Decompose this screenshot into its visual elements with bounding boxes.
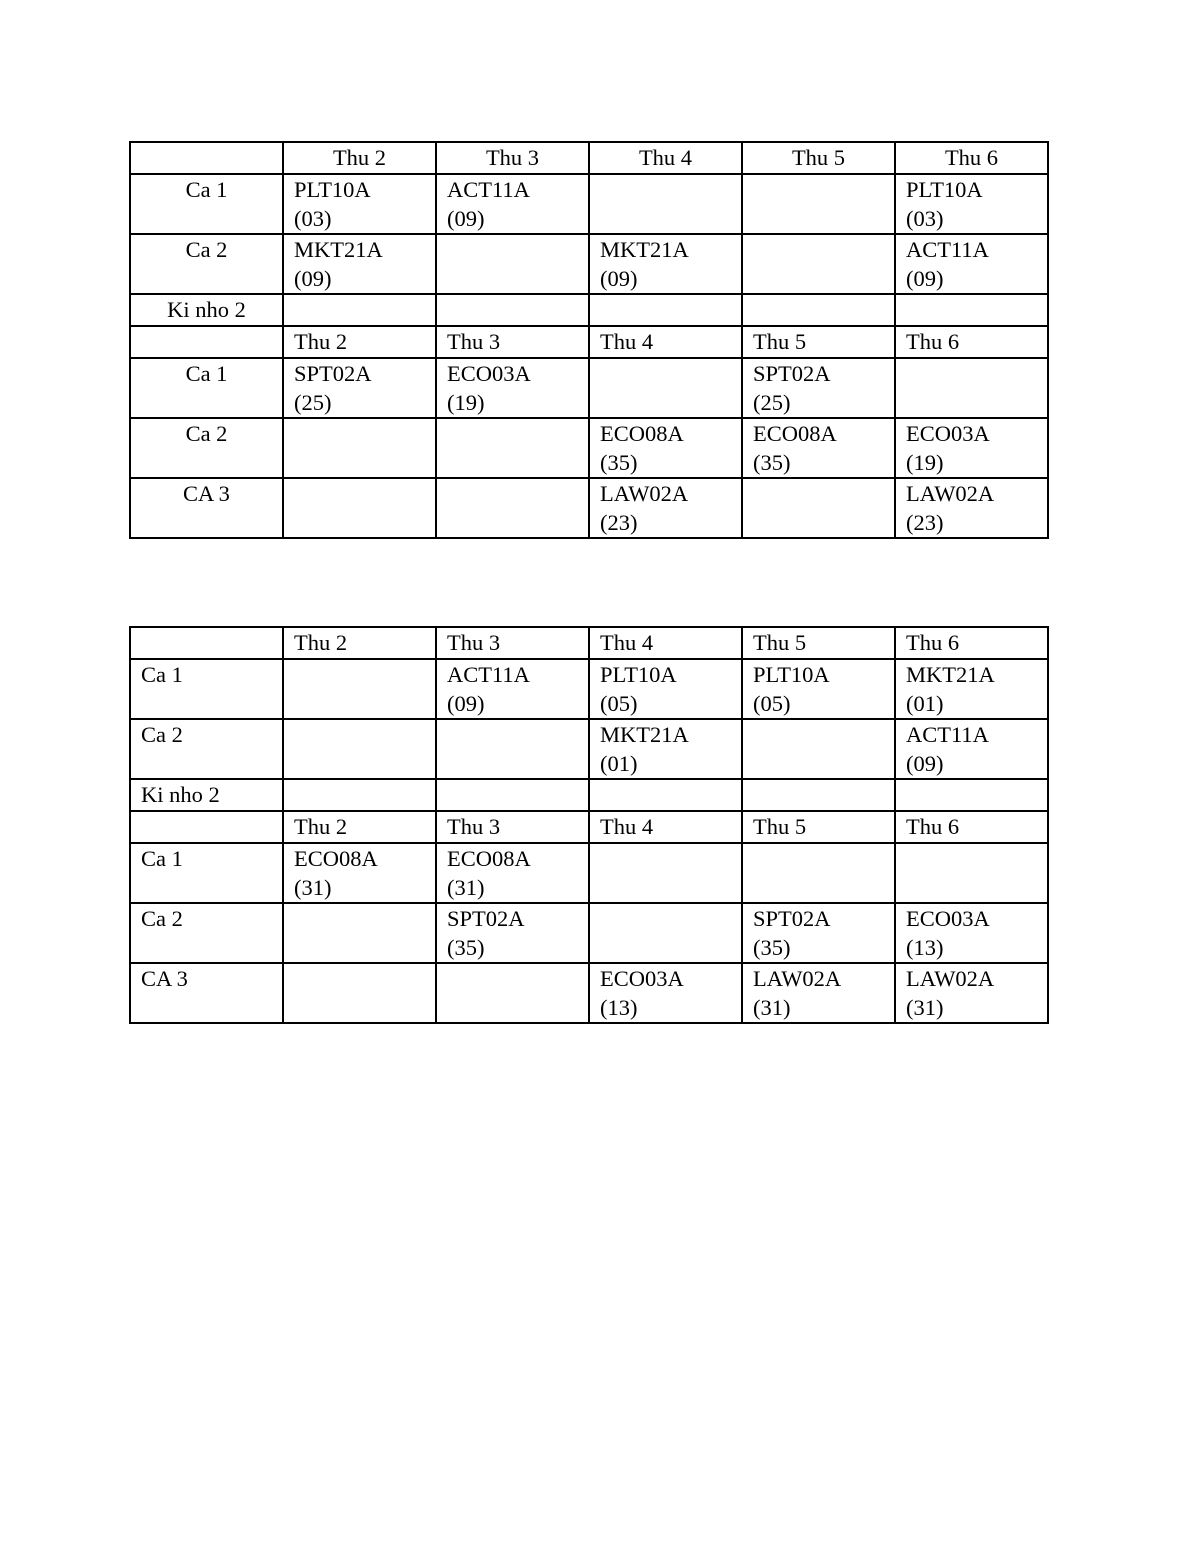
slot-label-cell: CA 3 [130, 963, 283, 1023]
header-day-cell: Thu 3 [436, 326, 589, 358]
table-cell [589, 659, 742, 719]
table-cell [742, 174, 895, 234]
slot-label-cell: Ca 2 [130, 719, 283, 779]
table-row [130, 963, 1048, 1023]
table-cell [436, 234, 589, 294]
table-cell [742, 719, 895, 779]
header-day-cell: Thu 2 [283, 142, 436, 174]
header-day-cell: Thu 4 [589, 142, 742, 174]
room-number: (31) [906, 995, 944, 1020]
schedule-table-2 [129, 626, 1049, 1024]
table-cell [436, 719, 589, 779]
table-cell [742, 779, 895, 811]
header-corner-cell [130, 627, 283, 659]
table-cell [895, 659, 1048, 719]
header-day-cell: Thu 2 [283, 627, 436, 659]
course-code: MKT21A [906, 662, 995, 687]
table-cell [283, 234, 436, 294]
course-code: ECO08A [753, 421, 837, 446]
room-number: (09) [447, 691, 485, 716]
table-cell [283, 174, 436, 234]
header-corner-cell [130, 811, 283, 843]
room-number: (23) [600, 510, 638, 535]
table-cell [895, 779, 1048, 811]
table-cell [895, 418, 1048, 478]
room-number: (13) [906, 935, 944, 960]
room-number: (19) [447, 390, 485, 415]
room-number: (01) [906, 691, 944, 716]
table-cell [436, 903, 589, 963]
table-cell [742, 358, 895, 418]
schedule-table-1 [129, 141, 1049, 539]
table-row [130, 478, 1048, 538]
table-cell [589, 963, 742, 1023]
course-code: ECO03A [447, 361, 531, 386]
header-day-cell: Thu 6 [895, 142, 1048, 174]
table-cell [895, 174, 1048, 234]
header-day-cell: Thu 3 [436, 627, 589, 659]
header-day-cell: Thu 6 [895, 326, 1048, 358]
course-code: LAW02A [753, 966, 842, 991]
header-day-cell: Thu 4 [589, 811, 742, 843]
table-row [130, 174, 1048, 234]
course-code: ECO03A [906, 421, 990, 446]
table-cell [589, 779, 742, 811]
course-code: PLT10A [753, 662, 830, 687]
table-cell [742, 963, 895, 1023]
slot-label-cell: CA 3 [130, 478, 283, 538]
table-cell [436, 358, 589, 418]
table-cell [742, 659, 895, 719]
section-label-cell: Ki nho 2 [130, 779, 283, 811]
room-number: (01) [600, 751, 638, 776]
table-cell [436, 418, 589, 478]
table-cell [742, 903, 895, 963]
room-number: (31) [753, 995, 791, 1020]
course-code: ACT11A [906, 722, 989, 747]
table-cell [436, 478, 589, 538]
table-cell [436, 659, 589, 719]
course-code: PLT10A [600, 662, 677, 687]
room-number: (35) [600, 450, 638, 475]
slot-label-cell: Ca 1 [130, 174, 283, 234]
table-cell [436, 843, 589, 903]
course-code: LAW02A [906, 966, 995, 991]
table-cell [895, 719, 1048, 779]
course-code: SPT02A [753, 906, 831, 931]
table-cell [283, 478, 436, 538]
table-cell [895, 358, 1048, 418]
table-cell [742, 234, 895, 294]
slot-label-cell: Ca 1 [130, 843, 283, 903]
table-cell [589, 418, 742, 478]
room-number: (25) [294, 390, 332, 415]
slot-label-cell: Ca 1 [130, 358, 283, 418]
table-row [130, 234, 1048, 294]
room-number: (03) [294, 206, 332, 231]
course-code: PLT10A [294, 177, 371, 202]
table-cell [589, 478, 742, 538]
table-cell [895, 234, 1048, 294]
table-cell [589, 174, 742, 234]
room-number: (35) [753, 935, 791, 960]
room-number: (09) [447, 206, 485, 231]
header-day-cell: Thu 3 [436, 142, 589, 174]
room-number: (05) [753, 691, 791, 716]
room-number: (31) [447, 875, 485, 900]
section-label-row [130, 779, 1048, 811]
header-day-cell: Thu 6 [895, 627, 1048, 659]
room-number: (09) [600, 266, 638, 291]
table-cell [589, 903, 742, 963]
table-cell [742, 843, 895, 903]
table-cell [283, 294, 436, 326]
table-cell [742, 418, 895, 478]
course-code: ECO08A [294, 846, 378, 871]
course-code: ACT11A [447, 177, 530, 202]
room-number: (35) [447, 935, 485, 960]
table-row [130, 719, 1048, 779]
room-number: (31) [294, 875, 332, 900]
table-cell [283, 358, 436, 418]
table-cell [283, 719, 436, 779]
table-cell [895, 843, 1048, 903]
table-cell [895, 478, 1048, 538]
header-day-cell: Thu 3 [436, 811, 589, 843]
header-day-cell: Thu 4 [589, 627, 742, 659]
slot-label-cell: Ca 2 [130, 234, 283, 294]
room-number: (25) [753, 390, 791, 415]
table-cell [436, 963, 589, 1023]
table-cell [589, 234, 742, 294]
header-day-cell: Thu 4 [589, 326, 742, 358]
table-header-row [130, 627, 1048, 659]
table-header-row [130, 142, 1048, 174]
course-code: PLT10A [906, 177, 983, 202]
header-day-cell: Thu 5 [742, 326, 895, 358]
header-day-cell: Thu 6 [895, 811, 1048, 843]
room-number: (05) [600, 691, 638, 716]
course-code: ACT11A [906, 237, 989, 262]
table-row [130, 358, 1048, 418]
header-day-cell: Thu 5 [742, 142, 895, 174]
table-cell [742, 478, 895, 538]
section-label-row [130, 294, 1048, 326]
header-day-cell: Thu 5 [742, 627, 895, 659]
header-day-cell: Thu 5 [742, 811, 895, 843]
table-cell [283, 843, 436, 903]
table-cell [283, 963, 436, 1023]
course-code: ECO03A [600, 966, 684, 991]
room-number: (03) [906, 206, 944, 231]
course-code: ECO03A [906, 906, 990, 931]
slot-label-cell: Ca 2 [130, 903, 283, 963]
course-code: LAW02A [600, 481, 689, 506]
course-code: LAW02A [906, 481, 995, 506]
section-label-cell: Ki nho 2 [130, 294, 283, 326]
table-cell [742, 294, 895, 326]
table-cell [436, 779, 589, 811]
slot-label-cell: Ca 2 [130, 418, 283, 478]
room-number: (09) [906, 751, 944, 776]
table-cell [589, 719, 742, 779]
header-corner-cell [130, 326, 283, 358]
table-cell [436, 174, 589, 234]
course-code: ECO08A [447, 846, 531, 871]
table-cell [283, 779, 436, 811]
course-code: ACT11A [447, 662, 530, 687]
table-cell [436, 294, 589, 326]
room-number: (23) [906, 510, 944, 535]
course-code: MKT21A [600, 237, 689, 262]
course-code: MKT21A [294, 237, 383, 262]
course-code: MKT21A [600, 722, 689, 747]
course-code: SPT02A [294, 361, 372, 386]
table-cell [895, 903, 1048, 963]
table-cell [283, 659, 436, 719]
table-header-row [130, 326, 1048, 358]
course-code: SPT02A [447, 906, 525, 931]
room-number: (09) [294, 266, 332, 291]
slot-label-cell: Ca 1 [130, 659, 283, 719]
course-code: ECO08A [600, 421, 684, 446]
table-cell [895, 963, 1048, 1023]
header-day-cell: Thu 2 [283, 326, 436, 358]
table-cell [283, 418, 436, 478]
header-corner-cell [130, 142, 283, 174]
table-header-row [130, 811, 1048, 843]
table-row [130, 418, 1048, 478]
table-row [130, 903, 1048, 963]
header-day-cell: Thu 2 [283, 811, 436, 843]
table-row [130, 659, 1048, 719]
table-cell [283, 903, 436, 963]
table-cell [589, 294, 742, 326]
table-row [130, 843, 1048, 903]
room-number: (13) [600, 995, 638, 1020]
room-number: (09) [906, 266, 944, 291]
table-cell [589, 843, 742, 903]
room-number: (19) [906, 450, 944, 475]
course-code: SPT02A [753, 361, 831, 386]
table-cell [589, 358, 742, 418]
room-number: (35) [753, 450, 791, 475]
table-cell [895, 294, 1048, 326]
